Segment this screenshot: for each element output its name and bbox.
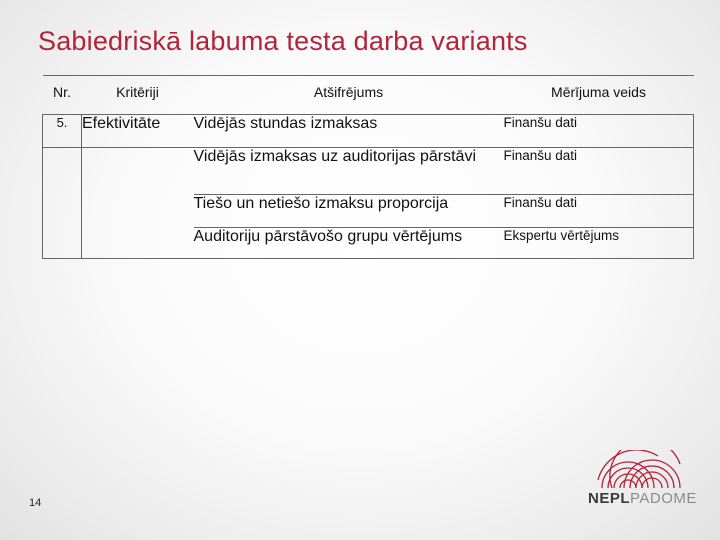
empty-cell bbox=[43, 195, 82, 228]
decoding-cell: Vidējās stundas izmaksas bbox=[194, 115, 504, 148]
table-row bbox=[43, 195, 694, 228]
decoding-cell: Auditoriju pārstāvošo grupu vērtējums bbox=[194, 228, 504, 259]
empty-cell bbox=[82, 195, 194, 228]
logo-arcs-icon bbox=[588, 450, 693, 492]
logo-text-padome: PADOME bbox=[630, 490, 697, 507]
criteria-table bbox=[42, 75, 694, 259]
empty-cell bbox=[82, 148, 194, 195]
header-decoding: Atšifrējums bbox=[194, 76, 504, 115]
empty-cell bbox=[43, 228, 82, 259]
measurement-cell: Finanšu dati bbox=[504, 115, 694, 148]
decoding-cell: Tiešo un netiešo izmaksu proporcija bbox=[194, 195, 504, 228]
header-measurement: Mērījuma veids bbox=[504, 76, 694, 115]
measurement-cell: Finanšu dati bbox=[504, 195, 694, 228]
empty-cell bbox=[43, 148, 82, 195]
empty-cell bbox=[82, 228, 194, 259]
nepl-padome-logo bbox=[588, 450, 697, 514]
row-criterion: Efektivitāte bbox=[82, 115, 194, 148]
table-row bbox=[43, 115, 694, 148]
measurement-cell: Ekspertu vērtējums bbox=[504, 228, 694, 259]
header-nr: Nr. bbox=[43, 76, 82, 115]
decoding-cell: Vidējās izmaksas uz auditorijas pārstāvi bbox=[194, 148, 504, 195]
table-header-row bbox=[43, 76, 694, 115]
table-row bbox=[43, 228, 694, 259]
measurement-cell: Finanšu dati bbox=[504, 148, 694, 195]
header-criteria: Kritēriji bbox=[82, 76, 194, 115]
slide-title: Sabiedriskā labuma testa darba variants bbox=[38, 26, 528, 56]
logo-text bbox=[588, 490, 697, 507]
table-row bbox=[43, 148, 694, 195]
page-number: 14 bbox=[29, 497, 42, 509]
row-number: 5. bbox=[43, 115, 82, 148]
logo-text-nepl: NEPL bbox=[588, 490, 631, 507]
